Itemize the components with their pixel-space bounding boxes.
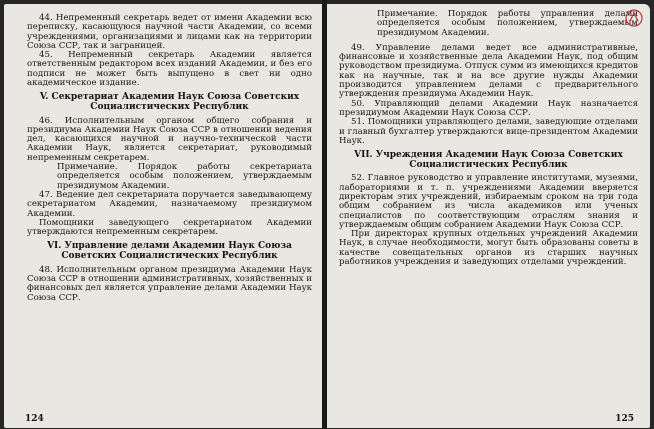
page-number-left: 124 <box>25 414 44 424</box>
paragraph-45: 45. Непременный секретарь Академии является ответственным редактором всех изданий Академии, и без его подписи не может быть выпущено в свет ни одно академическое издание. <box>27 50 312 89</box>
paragraph-52-councils: При директорах крупных отдельных учреждений Академии Наук, в случае необходимости, могут быть образованы советы в качестве совещательных органов из старших научных работников учреждения и заведующих отделами учреждений. <box>339 229 638 268</box>
paragraph-51: 51. Помощники управляющего делами, заведующие отделами и главный бухгалтер утверждаются вице-президентом Академии Наук. <box>339 117 638 146</box>
library-stamp-logo <box>624 8 644 28</box>
paragraph-50: 50. Управляющий делами Академии Наук назначается президиумом Академии Наук Союза ССР. <box>339 98 638 118</box>
paragraph-46: 46. Исполнительным органом общего собрания и президиума Академии Наук Союза ССР в отношении ведения дел, касающихся научной и научно-технической части Академии Наук, является секретариат, руководимый непременным секретарем. <box>27 115 312 163</box>
note-secretariat: Примечание. Порядок работы секретариата определяется особым положением, утверждаемым президиумом Академии. <box>57 162 312 191</box>
paragraph-47: 47. Ведение дел секретариата поручается заведывающему секретариатом Академии, назначаемому президиумом Академии. <box>27 189 312 219</box>
paragraph-44: 44. Непременный секретарь ведет от имени Академии всю переписку, касающуюся научной части Академии, со всеми учреждениями, организациями и лицами как на территории Союза ССР, так и заграницей. <box>27 13 312 51</box>
page-number-right: 125 <box>615 414 634 424</box>
section-vi-heading: VI. Управление делами Академии Наук Союза Советских Социалистических Республик <box>47 241 292 262</box>
paragraph-49: 49. Управление делами ведет все административные, финансовые и хозяйственные дела Академии Наук, под общим руководством президиума. Отпуск сумм из имеющихся кредитов как на научные, так и на все другие нужды Академии производится управлением делами с предварительного утверждения президиума Академии Наук. <box>339 42 638 100</box>
paragraph-47-assistants: Помощники заведующего секретариатом Академии утверждаются непременным секретарем. <box>27 217 312 238</box>
left-page <box>4 4 322 428</box>
note-management: Примечание. Порядок работы управления делами определяется особым положением, утверждаемым президиумом Академии. <box>377 9 638 38</box>
paragraph-52: 52. Главное руководство и управление институтами, музеями, лабораториями и т. п. учреждениями Академии вверяется директорам этих учреждений, избираемым сроком на три года общим собранием из числа академиков или ученых специалистов по соответствующим отраслям знания и утверждаемым общим собранием Академии Наук Союза ССР. <box>339 173 638 230</box>
section-v-heading: V. Секретариат Академии Наук Союза Советских Социалистических Республик <box>39 92 300 112</box>
right-page <box>327 4 650 428</box>
section-vii-heading: VII. Учреждения Академии Наук Союза Советских Социалистических Республик <box>354 150 623 170</box>
paragraph-48: 48. Исполнительным органом президиума Академии Наук Союза ССР в отношении административных, хозяйственных и финансовых дел является управление делами Академии Наук Союза ССР. <box>27 264 312 303</box>
